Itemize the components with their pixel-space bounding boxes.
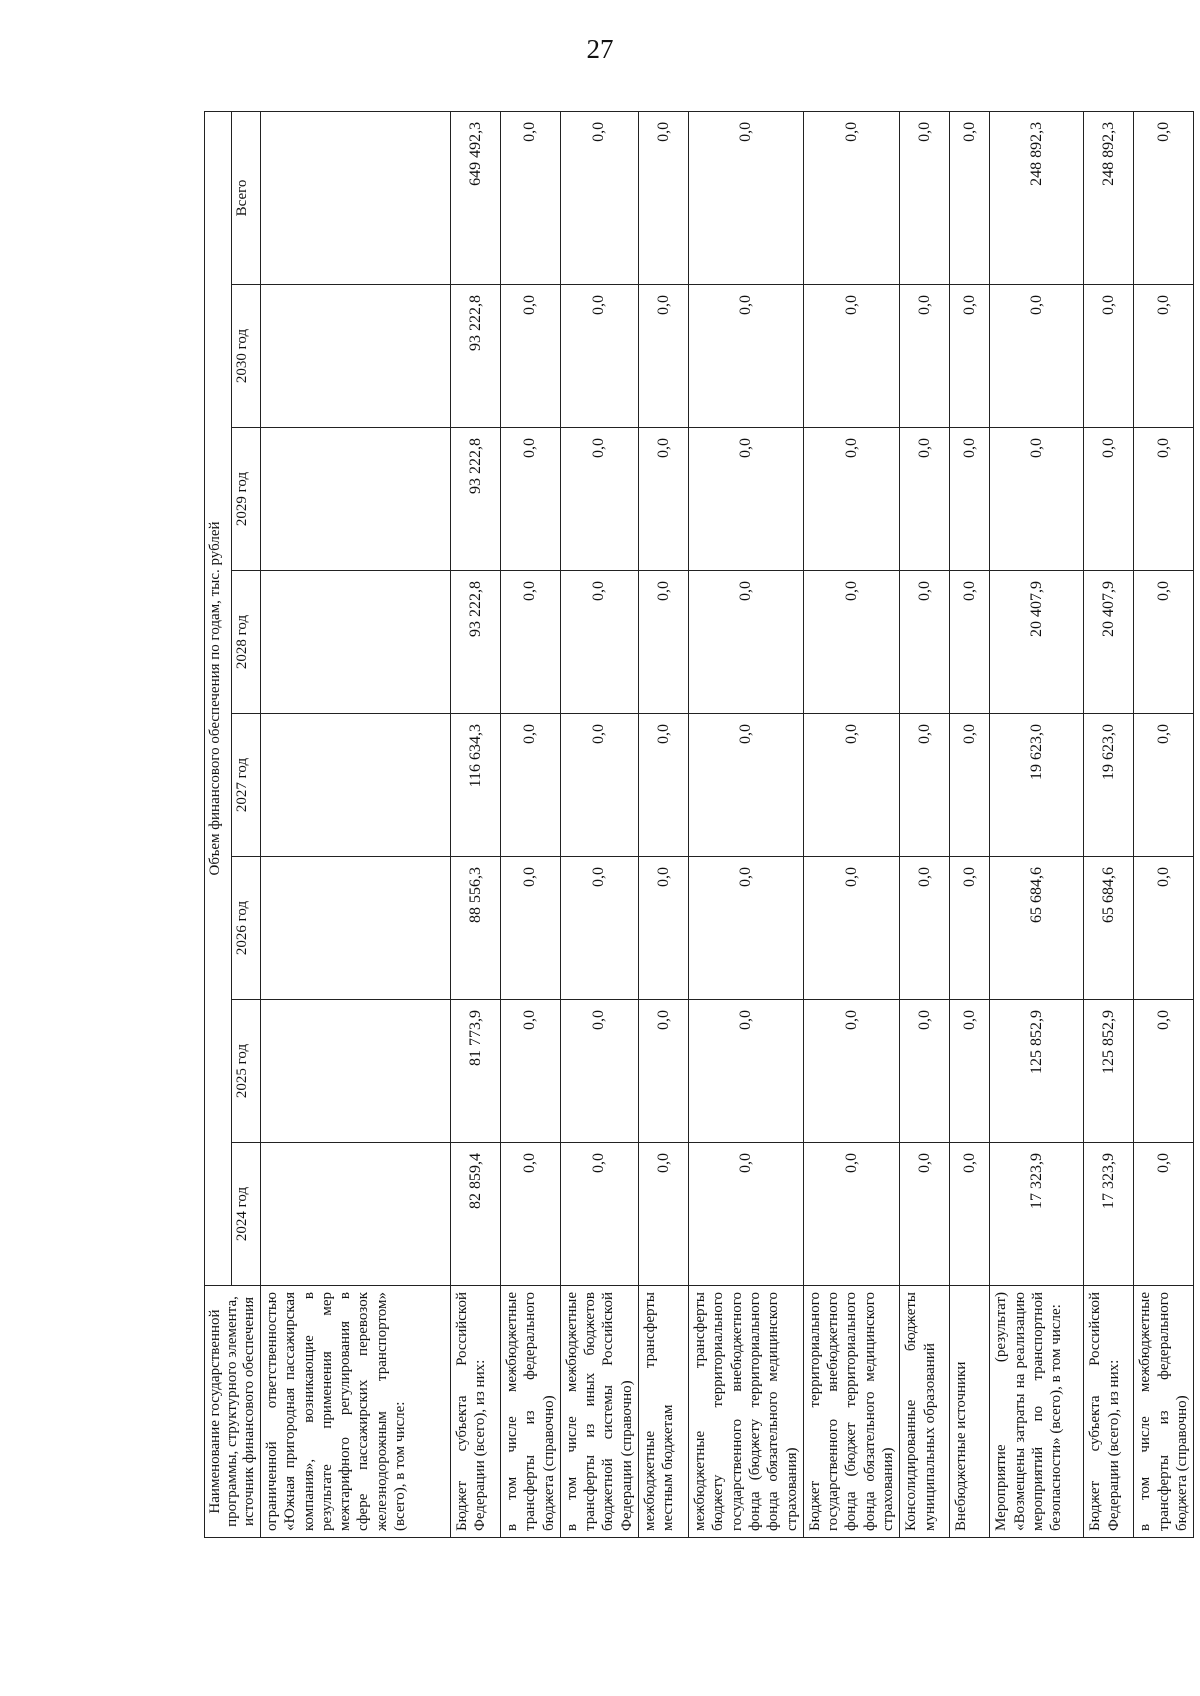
value-cell: 0,0 xyxy=(639,714,689,857)
value-cell: 0,0 xyxy=(689,1143,804,1286)
row-name: Мероприятие (результат) «Возмещены затраты на реализацию мероприятий по транспортной безопасности» (всего), в том числе: xyxy=(990,1286,1084,1538)
value-cell: 0,0 xyxy=(639,428,689,571)
value-cell xyxy=(261,857,451,1000)
table-row xyxy=(803,111,899,1537)
value-cell xyxy=(261,285,451,428)
value-cell: 0,0 xyxy=(803,111,899,284)
row-name: в том числе межбюджетные трансферты из иных бюджетов бюджетной системы Российской Федерации (справочно) xyxy=(560,1286,638,1538)
value-cell: 93 222,8 xyxy=(451,285,501,428)
value-cell: 88 556,3 xyxy=(451,857,501,1000)
value-cell: 0,0 xyxy=(803,428,899,571)
value-cell xyxy=(261,428,451,571)
table-row xyxy=(560,111,638,1537)
value-cell: 0,0 xyxy=(1084,285,1134,428)
value-cell xyxy=(261,714,451,857)
value-cell: 0,0 xyxy=(1134,714,1194,857)
value-cell: 0,0 xyxy=(1134,111,1194,284)
value-cell: 248 892,3 xyxy=(1084,111,1134,284)
table-row xyxy=(451,111,501,1537)
value-cell: 0,0 xyxy=(950,111,990,284)
value-cell: 248 892,3 xyxy=(990,111,1084,284)
table-row xyxy=(950,111,990,1537)
value-cell: 0,0 xyxy=(501,111,561,284)
value-cell: 0,0 xyxy=(1134,857,1194,1000)
value-cell: 0,0 xyxy=(803,285,899,428)
value-cell: 0,0 xyxy=(990,285,1084,428)
value-cell: 0,0 xyxy=(689,111,804,284)
table-row xyxy=(1134,111,1194,1537)
value-cell: 19 623,0 xyxy=(1084,714,1134,857)
row-name: межбюджетные трансферты местным бюджетам xyxy=(639,1286,689,1538)
table-row xyxy=(689,111,804,1537)
value-cell: 0,0 xyxy=(639,111,689,284)
value-cell: 0,0 xyxy=(900,1000,950,1143)
value-cell: 0,0 xyxy=(1134,571,1194,714)
year-header: 2028 год xyxy=(232,571,261,714)
value-cell: 0,0 xyxy=(501,571,561,714)
page-number: 27 xyxy=(586,34,614,64)
value-cell: 65 684,6 xyxy=(990,857,1084,1000)
value-cell xyxy=(261,111,451,284)
value-cell: 0,0 xyxy=(900,1143,950,1286)
row-name: Бюджет субъекта Российской Федерации (всего), из них: xyxy=(451,1286,501,1538)
value-cell: 0,0 xyxy=(689,428,804,571)
value-cell: 0,0 xyxy=(689,857,804,1000)
value-cell: 0,0 xyxy=(1134,285,1194,428)
value-cell xyxy=(261,571,451,714)
value-cell: 0,0 xyxy=(639,571,689,714)
value-cell: 0,0 xyxy=(689,285,804,428)
value-cell: 0,0 xyxy=(950,428,990,571)
financing-table xyxy=(204,111,1194,1538)
value-cell: 0,0 xyxy=(501,285,561,428)
row-name: ограниченной ответственностью «Южная пригородная пассажирская компания», возникающие в результате применения мер межтарифного регулирования в сфере пассажирских перевозок железнодорожным транспортом» (всего), в том числе: xyxy=(261,1286,451,1538)
value-cell: 20 407,9 xyxy=(990,571,1084,714)
value-cell: 93 222,8 xyxy=(451,571,501,714)
total-header: Всего xyxy=(232,111,261,284)
value-cell: 0,0 xyxy=(900,571,950,714)
value-cell: 0,0 xyxy=(560,285,638,428)
year-header: 2025 год xyxy=(232,1000,261,1143)
value-cell: 0,0 xyxy=(560,571,638,714)
value-cell: 0,0 xyxy=(501,857,561,1000)
value-cell: 0,0 xyxy=(639,1000,689,1143)
value-cell: 0,0 xyxy=(560,111,638,284)
value-cell: 0,0 xyxy=(1134,1000,1194,1143)
value-cell: 0,0 xyxy=(900,111,950,284)
value-cell: 0,0 xyxy=(1084,428,1134,571)
value-cell: 65 684,6 xyxy=(1084,857,1134,1000)
table-row xyxy=(501,111,561,1537)
value-cell: 0,0 xyxy=(1134,428,1194,571)
value-cell: 0,0 xyxy=(689,1000,804,1143)
value-cell: 0,0 xyxy=(689,714,804,857)
value-cell: 0,0 xyxy=(639,285,689,428)
value-cell: 116 634,3 xyxy=(451,714,501,857)
value-cell: 0,0 xyxy=(803,571,899,714)
value-cell: 81 773,9 xyxy=(451,1000,501,1143)
value-cell: 0,0 xyxy=(803,1143,899,1286)
value-cell: 0,0 xyxy=(803,857,899,1000)
value-cell: 0,0 xyxy=(1134,1143,1194,1286)
value-cell: 0,0 xyxy=(560,857,638,1000)
value-cell: 0,0 xyxy=(639,857,689,1000)
value-cell: 0,0 xyxy=(900,857,950,1000)
row-name: Консолидированные бюджеты муниципальных образований xyxy=(900,1286,950,1538)
value-cell: 649 492,3 xyxy=(451,111,501,284)
row-name: Внебюджетные источники xyxy=(950,1286,990,1538)
year-header: 2029 год xyxy=(232,428,261,571)
year-header: 2030 год xyxy=(232,285,261,428)
value-cell: 0,0 xyxy=(950,571,990,714)
value-cell: 0,0 xyxy=(501,1143,561,1286)
table-row xyxy=(1084,111,1134,1537)
value-cell: 0,0 xyxy=(689,571,804,714)
row-name: в том числе межбюджетные трансферты из федерального бюджета (справочно) xyxy=(501,1286,561,1538)
row-name: межбюджетные трансферты бюджету территориального государственного внебюджетного фонда (бюджету территориального фонда обязательного медицинского страхования) xyxy=(689,1286,804,1538)
value-cell: 0,0 xyxy=(900,714,950,857)
value-cell: 0,0 xyxy=(560,1143,638,1286)
value-cell: 20 407,9 xyxy=(1084,571,1134,714)
value-cell: 0,0 xyxy=(803,1000,899,1143)
year-header: 2024 год xyxy=(232,1143,261,1286)
row-name: Бюджет территориального государственного внебюджетного фонда (бюджет территориального фонда обязательного медицинского страхования) xyxy=(803,1286,899,1538)
value-cell: 0,0 xyxy=(950,857,990,1000)
financing-table-container xyxy=(204,112,1190,1538)
value-cell: 0,0 xyxy=(560,714,638,857)
year-header: 2027 год xyxy=(232,714,261,857)
value-cell: 0,0 xyxy=(990,428,1084,571)
value-cell: 0,0 xyxy=(560,1000,638,1143)
row-name: Бюджет субъекта Российской Федерации (всего), из них: xyxy=(1084,1286,1134,1538)
name-column-header: Наименование государственной программы, структурного элемента, источник финансового обеспечения xyxy=(205,1286,261,1538)
table-row xyxy=(990,111,1084,1537)
table-row xyxy=(639,111,689,1537)
value-cell: 0,0 xyxy=(950,285,990,428)
value-cell: 0,0 xyxy=(501,1000,561,1143)
value-cell: 125 852,9 xyxy=(990,1000,1084,1143)
value-cell xyxy=(261,1143,451,1286)
value-cell: 0,0 xyxy=(950,714,990,857)
table-row xyxy=(261,111,451,1537)
value-cell xyxy=(261,1000,451,1143)
value-cell: 0,0 xyxy=(950,1000,990,1143)
value-cell: 0,0 xyxy=(501,714,561,857)
value-cell: 0,0 xyxy=(950,1143,990,1286)
volume-header: Объем финансового обеспечения по годам, тыс. рублей xyxy=(205,111,232,1285)
row-name: в том числе межбюджетные трансферты из федерального бюджета (справочно) xyxy=(1134,1286,1194,1538)
value-cell: 0,0 xyxy=(803,714,899,857)
value-cell: 0,0 xyxy=(900,428,950,571)
value-cell: 0,0 xyxy=(900,285,950,428)
value-cell: 0,0 xyxy=(639,1143,689,1286)
value-cell: 93 222,8 xyxy=(451,428,501,571)
value-cell: 125 852,9 xyxy=(1084,1000,1134,1143)
value-cell: 0,0 xyxy=(560,428,638,571)
table-row xyxy=(900,111,950,1537)
value-cell: 17 323,9 xyxy=(990,1143,1084,1286)
value-cell: 17 323,9 xyxy=(1084,1143,1134,1286)
value-cell: 0,0 xyxy=(501,428,561,571)
year-header: 2026 год xyxy=(232,857,261,1000)
value-cell: 82 859,4 xyxy=(451,1143,501,1286)
value-cell: 19 623,0 xyxy=(990,714,1084,857)
